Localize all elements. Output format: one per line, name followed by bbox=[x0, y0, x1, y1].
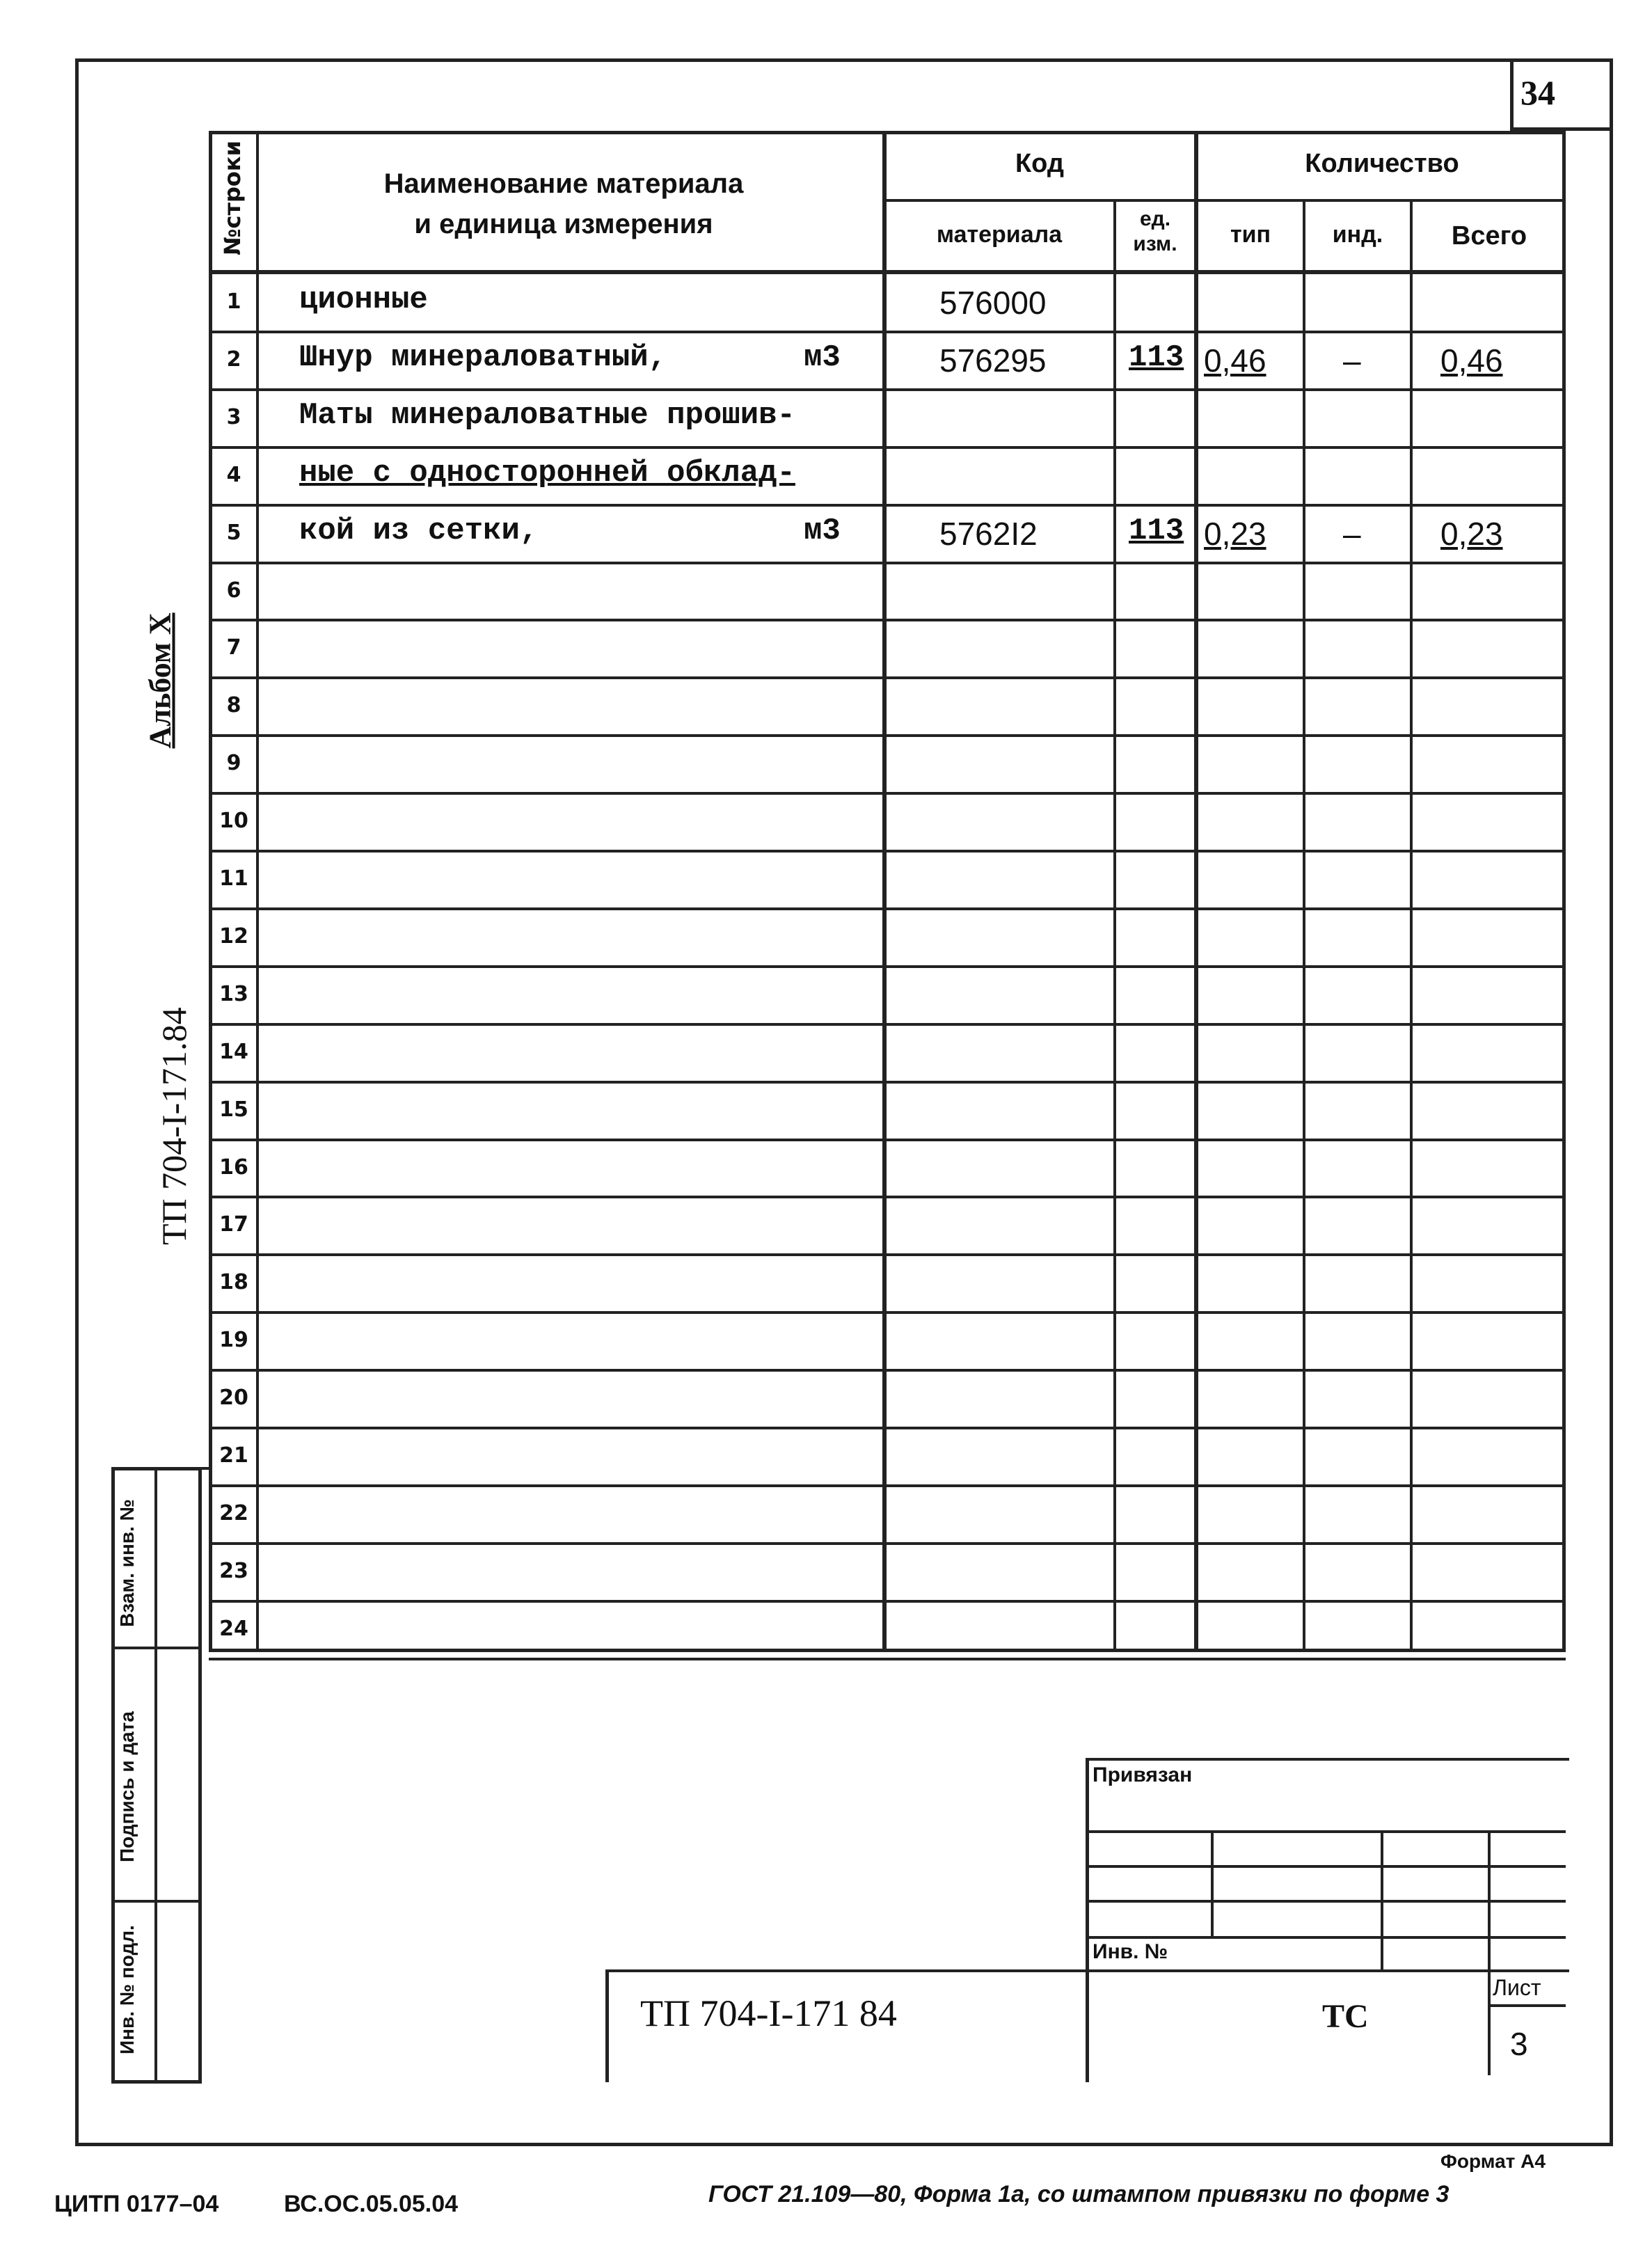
row-number: 6 bbox=[226, 578, 241, 603]
row-number: 2 bbox=[226, 347, 241, 372]
row-number: 10 bbox=[219, 809, 248, 834]
row-name: Маты минераловатные прошив- bbox=[299, 397, 795, 433]
row-number: 8 bbox=[226, 693, 241, 718]
doc-code: ТП 704-I-171 84 bbox=[640, 1992, 897, 2034]
row-line bbox=[209, 1139, 1566, 1141]
row-type: 0,46 bbox=[1204, 342, 1266, 379]
row-line bbox=[209, 1658, 1566, 1660]
col-line-5 bbox=[1303, 199, 1305, 1652]
row-line bbox=[209, 1253, 1566, 1256]
footer-left-2: ВС.ОС.05.05.04 bbox=[284, 2191, 459, 2217]
podpis-label: Подпись и дата bbox=[116, 1711, 138, 1862]
row-number: 14 bbox=[219, 1039, 248, 1064]
list-label: Лист bbox=[1493, 1975, 1541, 2000]
inv-no-label: Инв. № bbox=[1093, 1940, 1168, 1963]
header-quantity: Количество bbox=[1305, 149, 1459, 178]
row-unit-code: 113 bbox=[1129, 513, 1184, 548]
sheet-number: 34 bbox=[1520, 73, 1555, 112]
album-label: Альбом X bbox=[143, 612, 177, 749]
row-number: 16 bbox=[219, 1155, 248, 1180]
col-line-4 bbox=[1194, 131, 1198, 1652]
row-line bbox=[209, 676, 1566, 679]
header-unit-2: изм. bbox=[1133, 232, 1177, 255]
header-unit-1: ед. bbox=[1139, 207, 1171, 230]
row-line bbox=[209, 734, 1566, 737]
row-number: 20 bbox=[219, 1386, 248, 1411]
row-code: 5762I2 bbox=[939, 515, 1038, 552]
footer-left-1: ЦИТП 0177–04 bbox=[54, 2191, 219, 2217]
row-ind: – bbox=[1343, 515, 1361, 552]
row-line bbox=[209, 331, 1566, 333]
header-name-line2: и единица измерения bbox=[414, 209, 713, 239]
row-line bbox=[209, 1081, 1566, 1084]
row-number: 1 bbox=[226, 290, 241, 314]
row-number: 4 bbox=[226, 462, 241, 487]
row-line bbox=[209, 907, 1566, 910]
row-unit: м3 bbox=[804, 513, 841, 548]
header-code: Код bbox=[1015, 149, 1065, 178]
stamp-line-1 bbox=[1086, 1830, 1566, 1833]
header-row-no: №строки bbox=[219, 140, 246, 255]
row-line bbox=[209, 504, 1566, 507]
row-line bbox=[209, 1427, 1566, 1429]
col-line-2 bbox=[882, 131, 887, 1652]
row-unit-code: 113 bbox=[1129, 340, 1184, 375]
doc-mark: ТС bbox=[1322, 1998, 1369, 2035]
header-name-line1: Наименование материала bbox=[383, 168, 744, 199]
row-number: 24 bbox=[219, 1616, 248, 1641]
stamp-line-4 bbox=[1086, 1936, 1566, 1939]
row-line bbox=[209, 792, 1566, 795]
col-line-3 bbox=[1113, 199, 1116, 1652]
project-label: ТП 704-I-171.84 bbox=[154, 1007, 193, 1245]
col-line-1 bbox=[256, 131, 259, 1652]
row-line bbox=[209, 1196, 1566, 1198]
footer-gost: ГОСТ 21.109—80, Форма 1а, со штампом привязки по форме 3 bbox=[708, 2181, 1450, 2207]
row-line bbox=[209, 446, 1566, 449]
row-line bbox=[209, 1369, 1566, 1372]
row-name: кой из сетки, bbox=[299, 513, 539, 548]
left-stamp-line-2 bbox=[111, 1900, 202, 1903]
inv-podl-label: Инв. № подл. bbox=[116, 1925, 138, 2054]
row-number: 7 bbox=[226, 635, 241, 660]
left-stamp-divider bbox=[154, 1467, 157, 2084]
row-number: 21 bbox=[219, 1443, 248, 1468]
stamp-line-3 bbox=[1086, 1900, 1566, 1903]
row-number: 22 bbox=[219, 1500, 248, 1525]
vzam-inv-label: Взам. инв. № bbox=[116, 1499, 138, 1627]
row-number: 12 bbox=[219, 923, 248, 949]
row-line bbox=[209, 1542, 1566, 1545]
format-label: Формат А4 bbox=[1440, 2150, 1546, 2172]
row-line bbox=[209, 388, 1566, 391]
stamp-vline-1 bbox=[1211, 1830, 1214, 1936]
row-total: 0,23 bbox=[1440, 515, 1503, 552]
row-name: ные с односторонней обклад- bbox=[299, 455, 795, 491]
row-total: 0,46 bbox=[1440, 342, 1503, 379]
header-mid-line bbox=[882, 199, 1566, 202]
col-line-6 bbox=[1410, 199, 1413, 1652]
left-stamp-connector bbox=[202, 1467, 210, 1470]
row-line bbox=[209, 1484, 1566, 1487]
list-number: 3 bbox=[1510, 2026, 1528, 2062]
row-ind: – bbox=[1343, 342, 1361, 379]
row-line bbox=[209, 1023, 1566, 1026]
row-number: 17 bbox=[219, 1212, 248, 1237]
row-number: 13 bbox=[219, 981, 248, 1006]
row-code: 576295 bbox=[939, 342, 1047, 379]
row-unit: м3 bbox=[804, 340, 841, 375]
header-code-material: материала bbox=[936, 221, 1063, 248]
row-name: ционные bbox=[299, 283, 428, 317]
row-number: 18 bbox=[219, 1270, 248, 1295]
row-code: 576000 bbox=[939, 285, 1047, 321]
row-number: 3 bbox=[226, 404, 241, 429]
header-bottom-line bbox=[209, 270, 1566, 274]
row-name: Шнур минераловатный, bbox=[299, 340, 667, 375]
row-line bbox=[209, 1311, 1566, 1314]
row-number: 11 bbox=[219, 866, 248, 891]
row-number: 19 bbox=[219, 1328, 248, 1353]
row-number: 5 bbox=[226, 520, 241, 545]
row-line bbox=[209, 619, 1566, 621]
row-number: 23 bbox=[219, 1558, 248, 1583]
stamp-vline-2 bbox=[1381, 1830, 1383, 1969]
row-line bbox=[209, 562, 1566, 564]
row-number: 15 bbox=[219, 1097, 248, 1122]
row-line bbox=[209, 965, 1566, 968]
row-number: 9 bbox=[226, 751, 241, 776]
left-stamp-line-1 bbox=[111, 1647, 202, 1649]
header-qty-total: Всего bbox=[1451, 221, 1527, 251]
stamp-line-2 bbox=[1086, 1865, 1566, 1868]
row-line bbox=[209, 1600, 1566, 1603]
header-qty-ind: инд. bbox=[1332, 221, 1383, 248]
row-type: 0,23 bbox=[1204, 515, 1266, 552]
header-qty-type: тип bbox=[1230, 221, 1271, 248]
privyazan-label: Привязан bbox=[1093, 1763, 1193, 1786]
row-line bbox=[209, 850, 1566, 853]
list-divider bbox=[1488, 2004, 1566, 2007]
